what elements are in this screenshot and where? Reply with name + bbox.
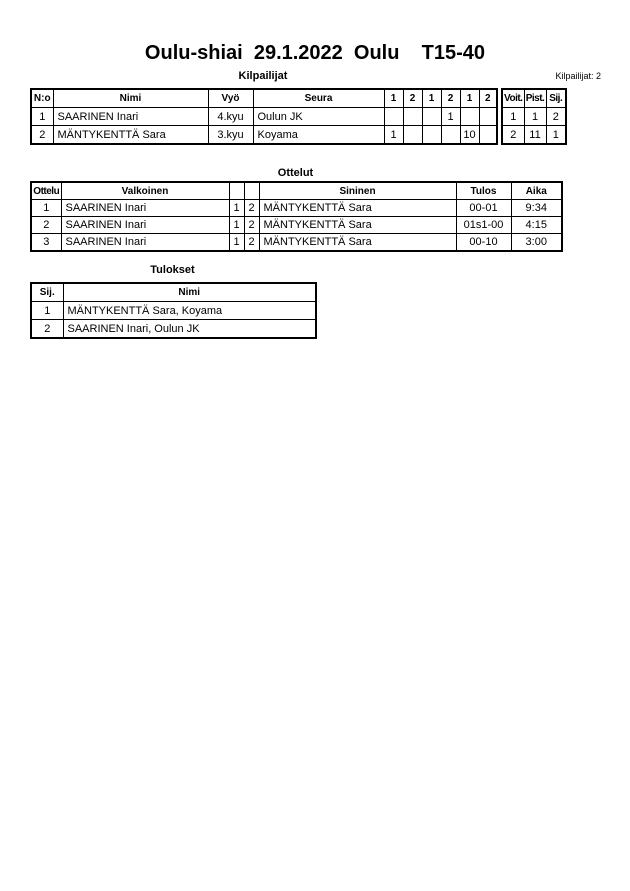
cell-blue-num: 2 — [244, 200, 259, 217]
header-cell-score-3: 1 — [422, 89, 441, 108]
header-cell-nimi: Nimi — [53, 89, 208, 108]
cell-voit: 1 — [502, 108, 524, 126]
table-row — [31, 217, 562, 234]
cell-pist: 1 — [524, 108, 546, 126]
header-cell-score-5: 1 — [460, 89, 479, 108]
header-cell-pist: Pist. — [524, 89, 546, 108]
cell-match-no: 3 — [31, 234, 61, 252]
header-cell-nimi: Nimi — [63, 283, 316, 302]
cell-score-4: 1 — [441, 108, 460, 126]
cell-no: 1 — [31, 108, 53, 126]
cell-nimi: SAARINEN Inari — [53, 108, 208, 126]
header-cell-vyo: Vyö — [208, 89, 253, 108]
tulokset-table — [30, 282, 317, 339]
header-cell-valkoinen: Valkoinen — [61, 182, 229, 200]
cell-blue-num: 2 — [244, 234, 259, 252]
cell-sij: 1 — [31, 302, 63, 320]
table-row — [31, 234, 562, 252]
cell-sininen: MÄNTYKENTTÄ Sara — [259, 234, 456, 252]
cell-score-1 — [384, 108, 403, 126]
header-cell-score-6: 2 — [479, 89, 497, 108]
section-title-tulokset: Tulokset — [150, 264, 195, 276]
cell-sininen: MÄNTYKENTTÄ Sara — [259, 200, 456, 217]
cell-score-5 — [460, 108, 479, 126]
header-cell-sininen: Sininen — [259, 182, 456, 200]
table-row — [31, 108, 497, 126]
header-cell-sij: Sij. — [31, 283, 63, 302]
cell-sij: 2 — [31, 320, 63, 339]
header-row — [502, 89, 566, 108]
cell-white-num: 1 — [229, 200, 244, 217]
table-row — [31, 200, 562, 217]
cell-seura: Oulun JK — [253, 108, 384, 126]
table-row — [31, 302, 316, 320]
cell-tulos: 00-01 — [456, 200, 511, 217]
cell-score-6 — [479, 126, 497, 145]
cell-score-3 — [422, 108, 441, 126]
cell-vyo: 3.kyu — [208, 126, 253, 145]
kilpailijat-table — [30, 88, 498, 145]
header-row — [31, 283, 316, 302]
cell-aika: 3:00 — [511, 234, 562, 252]
ottelut-table — [30, 181, 563, 252]
table-row — [502, 108, 566, 126]
page-title: Oulu-shiai 29.1.2022 Oulu T15-40 — [144, 42, 486, 64]
header-row — [31, 89, 497, 108]
cell-sij: 1 — [546, 126, 566, 145]
header-row — [31, 182, 562, 200]
table-row — [31, 320, 316, 339]
cell-aika: 9:34 — [511, 200, 562, 217]
cell-score-2 — [403, 126, 422, 145]
header-cell-seura: Seura — [253, 89, 384, 108]
header-cell-no: N:o — [31, 89, 53, 108]
cell-score-4 — [441, 126, 460, 145]
header-cell-sij: Sij. — [546, 89, 566, 108]
header-cell-empty — [229, 182, 244, 200]
cell-pist: 11 — [524, 126, 546, 145]
cell-score-1: 1 — [384, 126, 403, 145]
cell-nimi: MÄNTYKENTTÄ Sara, Koyama — [63, 302, 316, 320]
cell-tulos: 00-10 — [456, 234, 511, 252]
cell-seura: Koyama — [253, 126, 384, 145]
cell-vyo: 4.kyu — [208, 108, 253, 126]
cell-voit: 2 — [502, 126, 524, 145]
cell-sininen: MÄNTYKENTTÄ Sara — [259, 217, 456, 234]
cell-valkoinen: SAARINEN Inari — [61, 234, 229, 252]
cell-match-no: 2 — [31, 217, 61, 234]
kilpailijat-summary-table — [501, 88, 567, 145]
header-cell-score-1: 1 — [384, 89, 403, 108]
kilpailijat-tables — [30, 88, 567, 145]
cell-sij: 2 — [546, 108, 566, 126]
header-cell-voit: Voit. — [502, 89, 524, 108]
section-title-ottelut: Ottelut — [277, 167, 314, 179]
cell-tulos: 01s1-00 — [456, 217, 511, 234]
competitors-count-label: Kilpailijat: 2 — [555, 71, 601, 81]
cell-nimi: SAARINEN Inari, Oulun JK — [63, 320, 316, 339]
cell-blue-num: 2 — [244, 217, 259, 234]
cell-no: 2 — [31, 126, 53, 145]
section-title-kilpailijat: Kilpailijat — [238, 70, 288, 82]
header-cell-aika: Aika — [511, 182, 562, 200]
cell-white-num: 1 — [229, 234, 244, 252]
cell-score-2 — [403, 108, 422, 126]
header-cell-tulos: Tulos — [456, 182, 511, 200]
cell-valkoinen: SAARINEN Inari — [61, 217, 229, 234]
cell-score-3 — [422, 126, 441, 145]
header-cell-score-2: 2 — [403, 89, 422, 108]
cell-aika: 4:15 — [511, 217, 562, 234]
header-cell-empty — [244, 182, 259, 200]
cell-white-num: 1 — [229, 217, 244, 234]
cell-nimi: MÄNTYKENTTÄ Sara — [53, 126, 208, 145]
cell-score-6 — [479, 108, 497, 126]
table-row — [502, 126, 566, 145]
cell-score-5: 10 — [460, 126, 479, 145]
cell-valkoinen: SAARINEN Inari — [61, 200, 229, 217]
table-row — [31, 126, 497, 145]
cell-match-no: 1 — [31, 200, 61, 217]
header-cell-score-4: 2 — [441, 89, 460, 108]
header-cell-ottelu: Ottelu — [31, 182, 61, 200]
